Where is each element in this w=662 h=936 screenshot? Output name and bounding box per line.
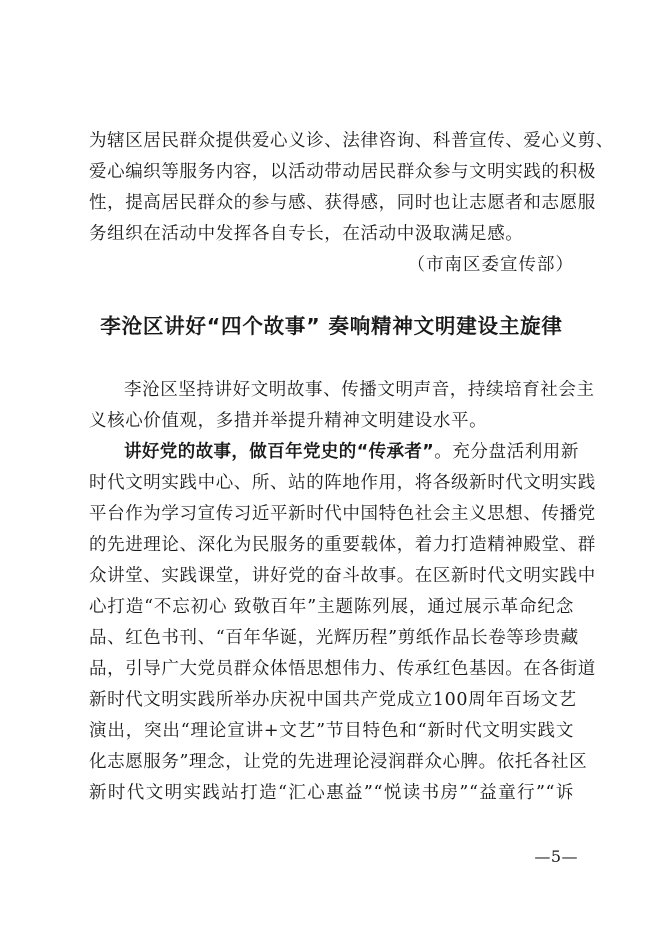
page-number: —5— [534, 847, 578, 866]
section-first-line [124, 437, 580, 467]
source-attribution: （市南区委宣传部） [407, 255, 574, 275]
section-line: 品，引导广大党员群众体悟思想伟力、传承红色基因。在各街道 [89, 659, 596, 679]
section-line: 平台作为学习宣传习近平新时代中国特色社会主义思想、传播党 [89, 504, 596, 524]
intro-line: 义核心价值观，多措并举提升精神文明建设水平。 [89, 411, 488, 431]
paragraph-line: 性，提高居民群众的参与感、获得感，同时也让志愿者和志愿服 [89, 193, 596, 213]
section-line: 的先进理论、深化为民服务的重要载体，着力打造精神殿堂、群 [89, 535, 596, 555]
section-line: 品、红色书刊、“百年华诞，光辉历程”剪纸作品长卷等珍贵藏 [89, 628, 579, 648]
paragraph-line: 为辖区居民群众提供爱心义诊、法律咨询、科普宣传、爱心义剪、 [89, 131, 614, 151]
intro-line: 李沧区坚持讲好文明故事、传播文明声音，持续培育社会主 [124, 380, 595, 400]
paragraph-line: 务组织在活动中发挥各自专长，在活动中汲取满足感。 [89, 224, 524, 244]
section-line: 众讲堂、实践课堂，讲好党的奋斗故事。在区新时代文明实践中 [89, 566, 596, 586]
section-line: 心打造“不忘初心 致敬百年”主题陈列展，通过展示革命纪念 [89, 597, 574, 617]
article-title: 李沧区讲好“四个故事” 奏响精神文明建设主旋律 [100, 314, 563, 338]
section-line: 化志愿服务”理念，让党的先进理论浸润群众心脾。依托各社区 [89, 752, 588, 772]
section-heading: 讲好党的故事，做百年党史的“传承者” [124, 442, 435, 462]
section-first-line-rest: 。充分盘活利用新 [434, 442, 580, 462]
section-line: 新时代文明实践所举办庆祝中国共产党成立100周年百场文艺 [89, 690, 577, 710]
section-line: 新时代文明实践站打造“汇心惠益”“悦读书房”“益童行”“诉 [89, 783, 574, 803]
section-line: 演出，突出“理论宣讲+文艺”节目特色和“新时代文明实践文 [89, 721, 574, 741]
paragraph-line: 爱心编织等服务内容，以活动带动居民群众参与文明实践的积极 [89, 162, 596, 182]
section-line: 时代文明实践中心、所、站的阵地作用，将各级新时代文明实践 [89, 473, 596, 493]
